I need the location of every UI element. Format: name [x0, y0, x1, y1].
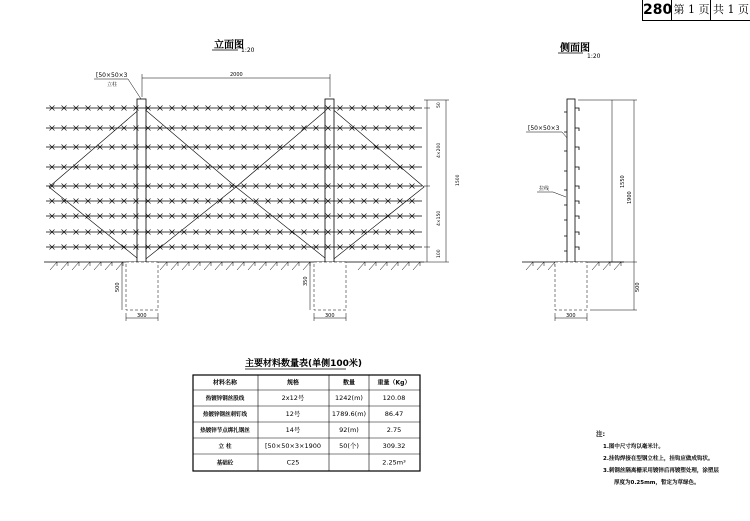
side-dim-bottom: 500 — [635, 282, 641, 292]
notes — [596, 429, 719, 487]
front-post-sublabel: 立柱 — [107, 82, 118, 88]
table-header-cell: 重量（Kg） — [377, 379, 411, 387]
note-3-cont: 厚度为0.25mm，暂定为草绿色。 — [614, 480, 700, 486]
table-cell: 2x12号 — [281, 394, 305, 402]
table-header-cell: 规格 — [286, 379, 300, 387]
barbed-wire — [46, 106, 422, 111]
side-wire-label: 拉线 — [539, 186, 550, 192]
note-3: 3.刺钢丝隔离栅采用镀锌后再镀塑处理，涂塑层 — [603, 468, 719, 474]
front-footing-width-right: 300 — [325, 313, 335, 319]
table-header-cell: 数量 — [342, 379, 356, 387]
side-footing-width: 300 — [566, 313, 576, 319]
table-cell: 12号 — [285, 410, 301, 418]
material-table — [193, 357, 420, 471]
page-label: 第 1 页 — [671, 0, 711, 21]
table-cell: 14号 — [285, 426, 301, 434]
right-dim-lower: 4×150 — [437, 210, 442, 226]
front-footing-left — [126, 262, 158, 310]
front-footing-right — [314, 262, 346, 310]
table-header-cell: 材料名称 — [212, 379, 238, 387]
table-cell: 热镀锌钢丝股线 — [205, 396, 245, 402]
side-view-title: 侧面图 — [560, 43, 590, 54]
right-dim-upper: 4×200 — [437, 142, 442, 158]
side-view — [522, 41, 641, 321]
barbed-wire — [46, 199, 422, 204]
table-cell: 热镀锌节点绑扎钢丝 — [200, 428, 250, 434]
right-dim-total: 1500 — [456, 174, 461, 186]
side-footing — [555, 262, 587, 310]
right-dim-bottom: 100 — [437, 249, 442, 258]
page-number: 280 — [642, 0, 671, 21]
side-view-scale: 1:20 — [587, 53, 601, 60]
table-cell: 基础砼 — [216, 460, 234, 467]
notes-heading: 注: — [596, 430, 606, 438]
side-dim-total: 1900 — [627, 191, 633, 204]
note-1: 1.图中尺寸均以毫米计。 — [603, 444, 664, 450]
barbed-wire — [46, 145, 422, 150]
table-cell: 92(m) — [339, 426, 359, 434]
front-view — [44, 38, 461, 321]
barbed-wire — [46, 214, 422, 219]
note-2: 2.挂钩焊接在型钢立柱上，挂钩应做成钩状。 — [603, 456, 714, 462]
table-cell: 86.47 — [384, 410, 404, 418]
barbed-wire — [46, 165, 422, 170]
total-pages-label: 共 1 页 — [710, 0, 750, 21]
table-cell: 1242(m) — [335, 394, 363, 402]
table-cell: 120.08 — [382, 394, 406, 402]
table-cell: 立 柱 — [218, 444, 232, 450]
table-cell: 50(个) — [339, 442, 359, 450]
table-cell: [50×50×3×1900 — [264, 442, 322, 450]
barbed-wire — [46, 126, 422, 131]
table-cell: 1789.6(m) — [331, 410, 367, 418]
table-cell: 2.75 — [386, 426, 402, 434]
barbed-wires — [46, 106, 422, 250]
right-dim-top: 50 — [437, 102, 442, 108]
table-cell: C25 — [286, 458, 300, 467]
front-post-label: [50×50×3 — [96, 72, 128, 79]
side-dim-upper: 1550 — [620, 175, 626, 188]
table-cell: 热镀锌钢丝刺钉线 — [202, 412, 248, 418]
barbed-wire — [46, 184, 422, 189]
front-footing-width-left: 300 — [137, 313, 147, 319]
diagonal-braces — [49, 107, 424, 262]
table-cell: 2.25m³ — [382, 458, 406, 467]
table-cell: 309.32 — [382, 442, 406, 450]
table-title: 主要材料数量表(单侧100米) — [245, 359, 363, 369]
barbed-wire — [46, 245, 422, 250]
front-footing-depth-right: 350 — [303, 276, 309, 286]
span-dimension: 2000 — [230, 72, 243, 78]
front-view-title: 立面图 — [214, 40, 244, 51]
front-view-scale: 1:20 — [241, 47, 255, 54]
front-footing-depth-left: 500 — [115, 282, 121, 292]
side-post-label: [50×50×3 — [528, 125, 560, 132]
